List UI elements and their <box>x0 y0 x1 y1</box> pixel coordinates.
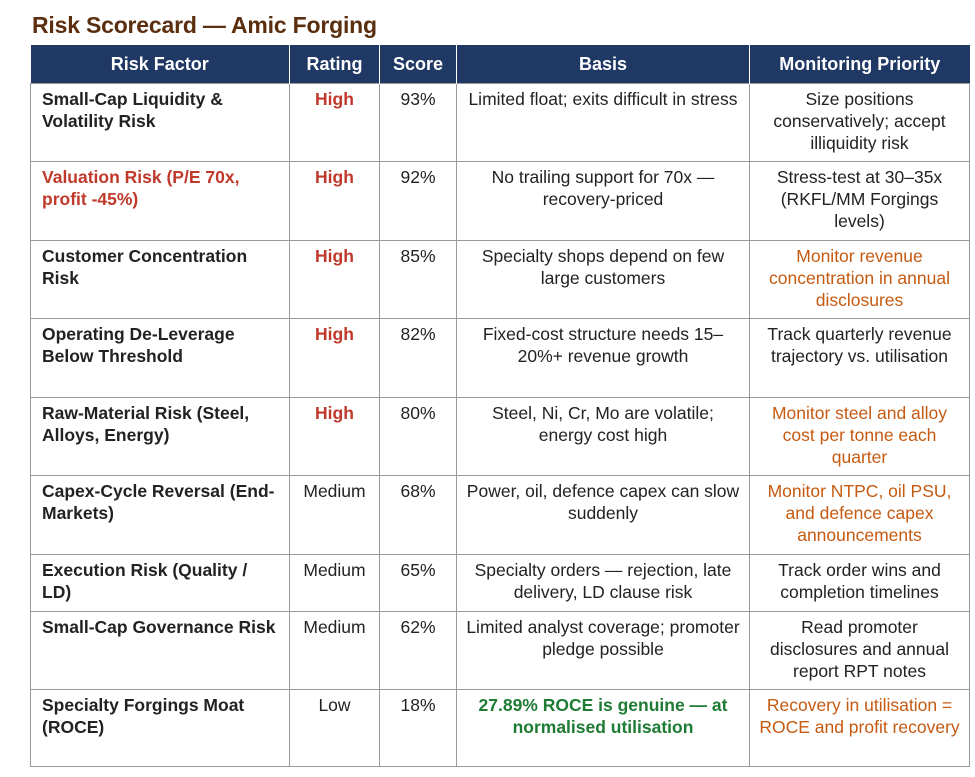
header-monitoring-priority: Monitoring Priority <box>750 45 970 84</box>
rating-cell: Medium <box>290 476 380 555</box>
header-rating: Rating <box>290 45 380 84</box>
score-cell: 82% <box>380 319 457 398</box>
table-row <box>31 398 970 476</box>
score-cell: 92% <box>380 162 457 241</box>
risk-factor-cell: Execution Risk (Quality / LD) <box>31 555 290 612</box>
basis-cell: Specialty orders — rejection, late delivery, LD clause risk <box>457 555 750 612</box>
priority-cell: Read promoter disclosures and annual report RPT notes <box>750 612 970 690</box>
risk-factor-cell: Small-Cap Governance Risk <box>31 612 290 690</box>
risk-factor-cell: Valuation Risk (P/E 70x, profit -45%) <box>31 162 290 241</box>
score-cell: 80% <box>380 398 457 476</box>
rating-cell: Medium <box>290 612 380 690</box>
priority-cell: Track quarterly revenue trajectory vs. utilisation <box>750 319 970 398</box>
rating-cell: High <box>290 398 380 476</box>
risk-factor-cell: Capex-Cycle Reversal (End-Markets) <box>31 476 290 555</box>
risk-factor-cell: Specialty Forgings Moat (ROCE) <box>31 690 290 767</box>
table-row <box>31 162 970 241</box>
table-row <box>31 555 970 612</box>
basis-cell: No trailing support for 70x — recovery-priced <box>457 162 750 241</box>
priority-cell: Track order wins and completion timelines <box>750 555 970 612</box>
score-cell: 65% <box>380 555 457 612</box>
basis-cell: 27.89% ROCE is genuine — at normalised utilisation <box>457 690 750 767</box>
rating-cell: High <box>290 162 380 241</box>
table-row <box>31 319 970 398</box>
risk-factor-cell: Customer Concentration Risk <box>31 241 290 319</box>
risk-scorecard-table <box>30 45 970 767</box>
table-row <box>31 690 970 767</box>
rating-cell: Low <box>290 690 380 767</box>
score-cell: 18% <box>380 690 457 767</box>
header-row <box>31 45 970 84</box>
priority-cell: Size positions conservatively; accept illiquidity risk <box>750 84 970 162</box>
priority-cell: Monitor revenue concentration in annual disclosures <box>750 241 970 319</box>
table-row <box>31 241 970 319</box>
rating-cell: High <box>290 241 380 319</box>
table-row <box>31 84 970 162</box>
rating-cell: Medium <box>290 555 380 612</box>
basis-cell: Limited analyst coverage; promoter pledge possible <box>457 612 750 690</box>
score-cell: 62% <box>380 612 457 690</box>
score-cell: 68% <box>380 476 457 555</box>
rating-cell: High <box>290 319 380 398</box>
priority-cell: Monitor steel and alloy cost per tonne each quarter <box>750 398 970 476</box>
header-basis: Basis <box>457 45 750 84</box>
table-row <box>31 612 970 690</box>
risk-factor-cell: Small-Cap Liquidity & Volatility Risk <box>31 84 290 162</box>
priority-cell: Monitor NTPC, oil PSU, and defence capex announcements <box>750 476 970 555</box>
risk-factor-cell: Raw-Material Risk (Steel, Alloys, Energy) <box>31 398 290 476</box>
page-title: Risk Scorecard — Amic Forging <box>32 12 377 38</box>
basis-cell: Steel, Ni, Cr, Mo are volatile; energy cost high <box>457 398 750 476</box>
header-risk-factor: Risk Factor <box>31 45 290 84</box>
rating-cell: High <box>290 84 380 162</box>
priority-cell: Recovery in utilisation = ROCE and profit recovery <box>750 690 970 767</box>
header-score: Score <box>380 45 457 84</box>
basis-cell: Fixed-cost structure needs 15–20%+ revenue growth <box>457 319 750 398</box>
basis-cell: Specialty shops depend on few large customers <box>457 241 750 319</box>
score-cell: 85% <box>380 241 457 319</box>
table-row <box>31 476 970 555</box>
score-cell: 93% <box>380 84 457 162</box>
risk-factor-cell: Operating De-Leverage Below Threshold <box>31 319 290 398</box>
priority-cell: Stress-test at 30–35x (RKFL/MM Forgings levels) <box>750 162 970 241</box>
basis-cell: Power, oil, defence capex can slow suddenly <box>457 476 750 555</box>
basis-cell: Limited float; exits difficult in stress <box>457 84 750 162</box>
